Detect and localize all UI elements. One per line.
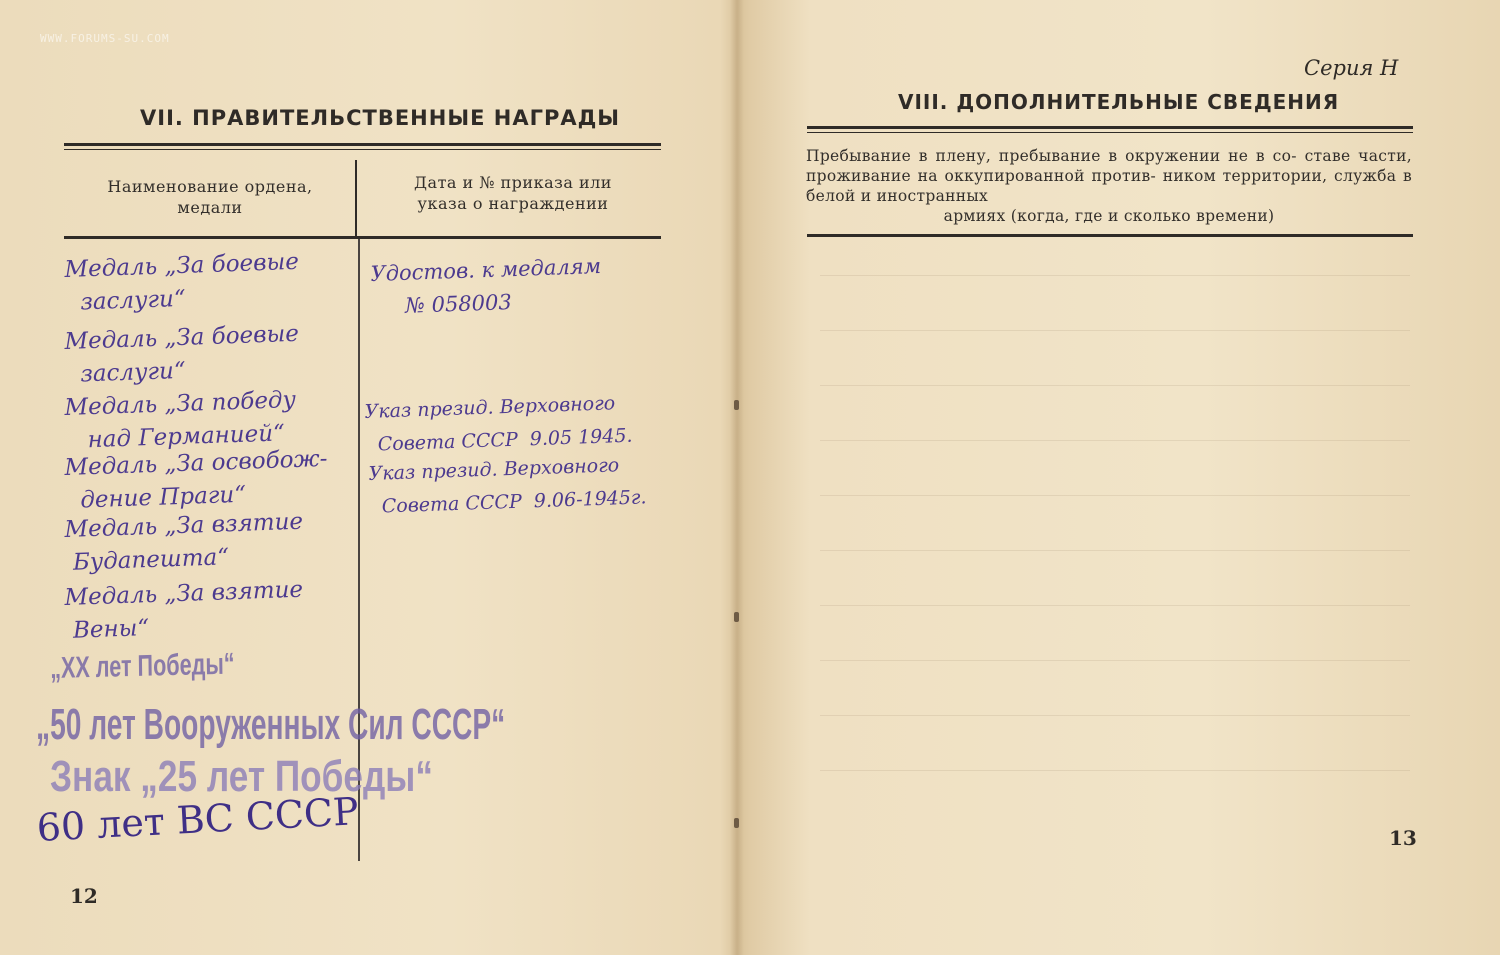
award-name-1: Медаль „За боевые заслуги“ <box>64 248 300 316</box>
table-top-rule-thin <box>64 149 661 150</box>
award-name-3: Медаль „За победу над Германией“ <box>64 386 297 454</box>
award-reference-1: Удостов. к медалям № 058003 <box>370 253 602 319</box>
table-top-rule <box>64 143 661 146</box>
award-name-6: Медаль „За взятие Вены“ <box>64 576 304 644</box>
faint-line <box>820 495 1410 496</box>
series-label: Серия Н <box>1304 56 1399 80</box>
faint-line <box>820 330 1410 331</box>
booklet-gutter <box>730 0 744 955</box>
award-name-4: Медаль „За освобож- дение Праги“ <box>64 445 328 514</box>
faint-line <box>820 770 1410 771</box>
section-top-rule <box>807 126 1413 129</box>
faint-line <box>820 550 1410 551</box>
staple-top <box>734 400 739 410</box>
award-reference-3: Указ презид. Верховного Совета СССР 9.05 1945. <box>364 392 633 456</box>
faint-line <box>820 275 1410 276</box>
award-name-2: Медаль „За боевые заслуги“ <box>64 320 300 388</box>
section-bottom-rule <box>807 234 1413 237</box>
award-reference-4: Указ презид. Верховного Совета СССР 9.06-1945г. <box>368 454 647 518</box>
stamp-25-years-victory: Знак „25 лет Победы“ <box>50 752 433 801</box>
faint-line <box>820 715 1410 716</box>
faint-line <box>820 660 1410 661</box>
section-top-rule-thin <box>807 132 1413 133</box>
staple-middle <box>734 612 739 622</box>
right-page-number: 13 <box>1389 826 1417 850</box>
left-page-title: VII. ПРАВИТЕЛЬСТВЕННЫЕ НАГРАДЫ <box>140 106 621 130</box>
watermark-text: WWW.FORUMS-SU.COM <box>40 32 170 45</box>
faint-line <box>820 440 1410 441</box>
table-header-divider <box>355 160 357 237</box>
left-page-number: 12 <box>70 884 98 908</box>
column-header-order-date: Дата и № приказа или указа о награждении <box>414 173 612 213</box>
handwritten-60-years: 60 лет ВС СССР <box>35 789 360 850</box>
right-page-title: VIII. ДОПОЛНИТЕЛЬНЫЕ СВЕДЕНИЯ <box>898 90 1340 114</box>
stamp-20-years-victory: „XX лет Победы“ <box>50 647 235 685</box>
stamp-50-years-armed-forces: „50 лет Вооруженных Сил СССР“ <box>36 700 506 749</box>
column-header-award-name: Наименование ордена, медали <box>107 177 313 217</box>
section-description: Пребывание в плену, пребывание в окружении не в со- ставе части, проживание на оккупированной против- ником территории, служба в белой и иностранных армиях (когда, где и сколько времени) <box>806 147 1412 225</box>
table-header-rule <box>64 236 661 239</box>
staple-bottom <box>734 818 739 828</box>
faint-line <box>820 605 1410 606</box>
award-name-5: Медаль „За взятие Будапешта“ <box>64 508 304 576</box>
faint-line <box>820 385 1410 386</box>
